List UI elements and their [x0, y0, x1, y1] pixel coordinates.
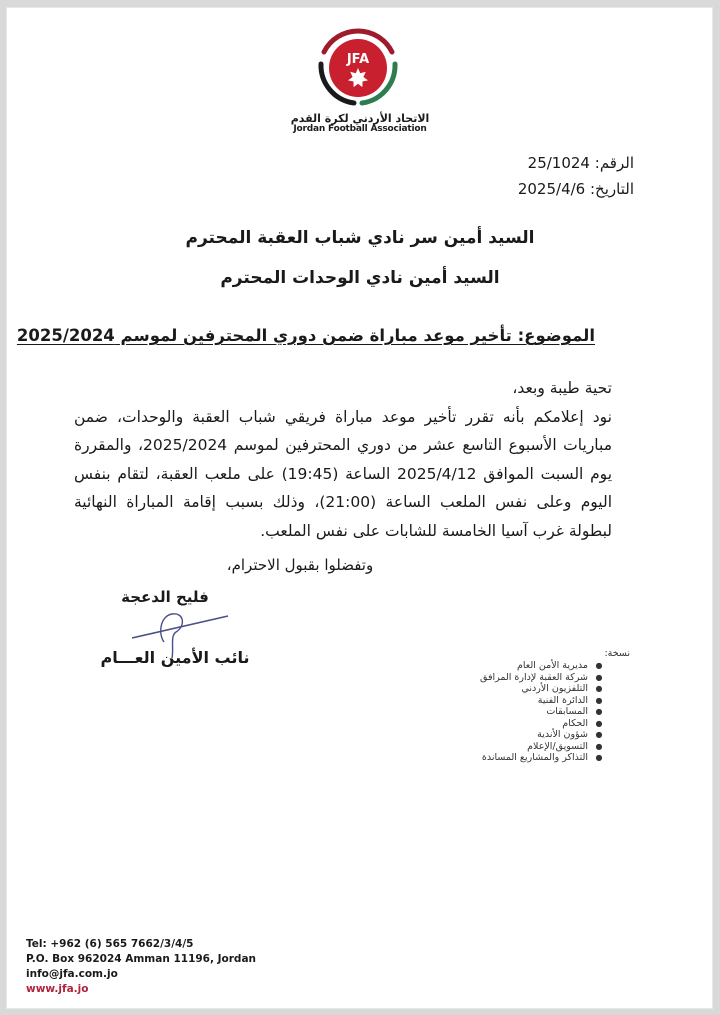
reference-number-value: 25/1024 — [527, 154, 590, 172]
reference-number — [374, 154, 634, 172]
addressee: السيد أمين نادي الوحدات المحترم — [220, 268, 500, 288]
jfa-logo — [310, 18, 406, 114]
letter-subject: الموضوع: تأخير موعد مباراة ضمن دوري المحترفين لموسم 2025/2024 — [16, 326, 595, 345]
bullet-icon: ● — [595, 661, 603, 671]
footer-tel: Tel: +962 (6) 565 7662/3/4/5 — [26, 938, 194, 950]
bullet-icon: ● — [595, 730, 603, 740]
copies-item-text: الدائرة الفنية — [537, 694, 588, 706]
bullet-icon: ● — [595, 672, 603, 682]
reference-date — [374, 180, 634, 198]
copies-item — [440, 695, 610, 707]
org-name-arabic: الاتحاد الأردني لكرة القدم — [290, 112, 430, 125]
copies-item — [440, 672, 610, 684]
org-name-english: Jordan Football Association — [293, 124, 427, 134]
reference-number-label: الرقم: — [594, 154, 634, 172]
footer-email[interactable]: info@jfa.com.jo — [26, 968, 118, 980]
copies-item — [440, 706, 610, 718]
letter-body — [74, 374, 612, 545]
copies-item-text: شركة العقبة لإدارة المرافق — [480, 671, 588, 683]
copies-item-text: التسويق/الإعلام — [527, 740, 588, 752]
copies-item-text: المسابقات — [546, 706, 588, 718]
copies-item — [440, 729, 610, 741]
bullet-icon: ● — [595, 718, 603, 728]
bullet-icon: ● — [595, 707, 603, 717]
copies-item-text: مديرية الأمن العام — [516, 660, 588, 672]
footer-address: P.O. Box 962024 Amman 11196, Jordan — [26, 953, 257, 965]
signatory-title: نائب الأمين العـــام — [100, 648, 250, 667]
bullet-icon: ● — [595, 695, 603, 705]
greeting: تحية طيبة وبعد، — [512, 379, 612, 397]
copies-item — [440, 718, 610, 730]
copies-item-text: الحكام — [562, 717, 588, 729]
copies-item-text: التلفزيون الأردني — [521, 683, 588, 695]
footer-contact — [26, 937, 256, 997]
bullet-icon: ● — [595, 753, 603, 763]
logo-abbr: JFA — [346, 52, 370, 67]
copies-list — [440, 660, 610, 764]
closing-line: وتفضلوا بقبول الاحترام، — [226, 556, 374, 574]
reference-date-value: 2025/4/6 — [517, 180, 586, 198]
signatory-name: فليح الدعجة — [121, 588, 209, 606]
reference-date-label: التاريخ: — [590, 180, 634, 198]
copies-item — [440, 752, 610, 764]
body-paragraph: نود إعلامكم بأنه تقرر تأخير موعد مباراة فريقي شباب العقبة والوحدات، ضمن مباريات الأسبوع التاسع عشر من دوري المحترفين لموسم 2025/2024، والمقررة يوم السبت الموافق 2025/4/12 الساعة (19:45) على ملعب العقبة، لتقام بنفس اليوم وعلى نفس الملعب الساعة (21:00)، وذلك بسبب إقامة المباراة النهائية لبطولة غرب آسيا الخامسة للشابات على نفس الملعب. — [74, 407, 613, 540]
bullet-icon: ● — [595, 684, 603, 694]
copies-item-text: التذاكر والمشاريع المساندة — [481, 752, 588, 764]
copies-item — [440, 683, 610, 695]
bullet-icon: ● — [595, 741, 603, 751]
copies-item — [440, 660, 610, 672]
copies-item — [440, 741, 610, 753]
footer-website[interactable]: www.jfa.jo — [26, 983, 89, 995]
copies-label: نسخة: — [604, 648, 630, 659]
addressee: السيد أمين سر نادي شباب العقبة المحترم — [185, 228, 535, 248]
copies-item-text: شؤون الأندية — [537, 729, 588, 741]
